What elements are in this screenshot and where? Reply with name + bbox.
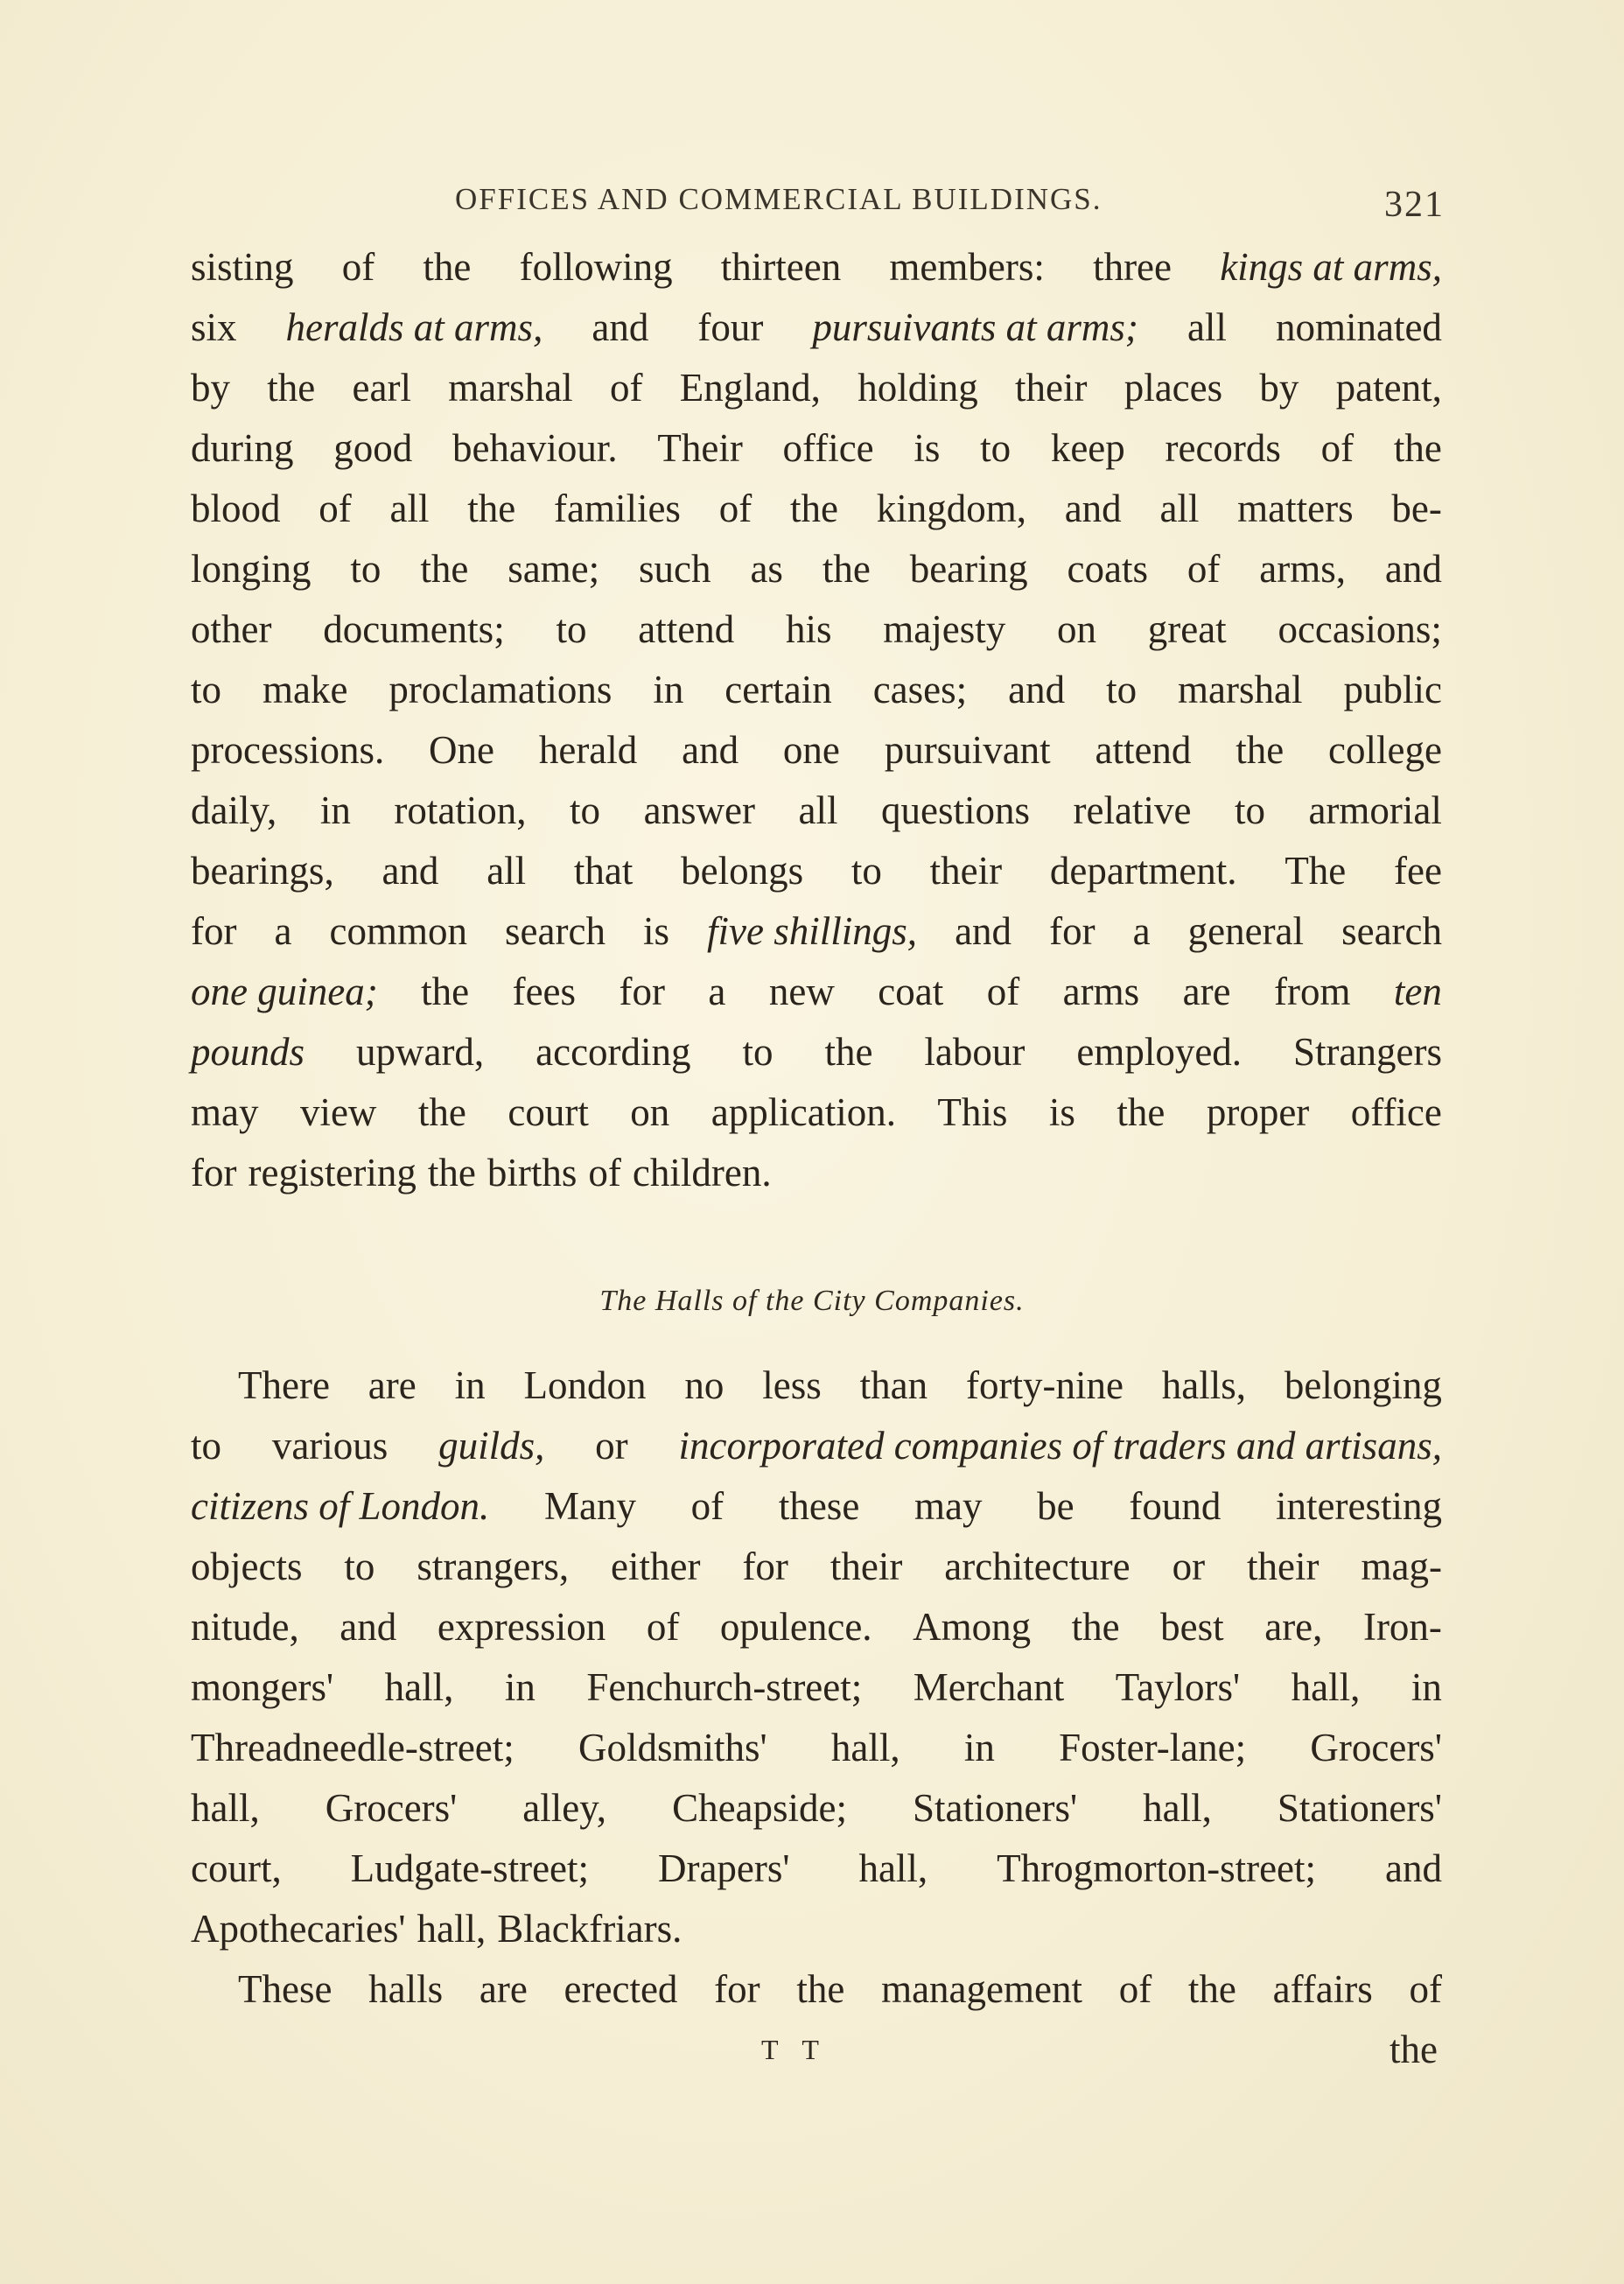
text-line [191,1476,1442,1537]
word: to [556,607,587,651]
word: nitude, [191,1605,299,1649]
text-line [191,298,1442,358]
word: of [690,1484,724,1528]
catchword: the [1390,2028,1438,2071]
word: and [682,728,739,772]
text-line [191,781,1442,841]
word: in [653,668,684,711]
word: These [238,1967,332,2011]
word: the [1116,1090,1166,1134]
word: families [553,487,681,530]
word: guilds, [438,1424,545,1468]
word: thirteen [720,245,842,289]
word: erected [564,1967,678,2011]
word: three [1093,245,1172,289]
word: may [191,1090,259,1134]
word: arms [1062,970,1140,1013]
word: Blackfriars. [497,1907,682,1951]
word: of [588,1151,621,1195]
word: registering [248,1151,416,1195]
word: pursuivant [884,728,1051,772]
word: the [267,366,316,410]
word: citizens of London. [191,1484,490,1528]
word: Fenchurch-street; [586,1665,863,1709]
word: answer [643,788,756,832]
word: management [881,1967,1082,2011]
word: and [382,849,439,893]
word: is [1048,1090,1075,1134]
word: forty-nine [965,1363,1124,1407]
word: Apothecaries' [191,1907,406,1951]
word: for [714,1967,760,2011]
word: to [980,426,1012,470]
word: hall, [1291,1665,1361,1709]
word: be [1037,1484,1074,1528]
word: certain [724,668,832,711]
word: search [505,909,606,953]
word: children. [632,1151,772,1195]
word: to [742,1030,774,1074]
word: in [454,1363,486,1407]
word: marshal [448,366,573,410]
word: pursuivants at arms; [812,305,1138,349]
word: four [697,305,764,349]
word: places [1124,366,1223,410]
word: This [937,1090,1008,1134]
word: and [1384,547,1442,591]
word: the [796,1967,845,2011]
word: their [830,1545,903,1588]
text-line [191,1839,1442,1899]
word: coats [1067,547,1148,591]
word: Cheapside; [672,1786,848,1830]
text-line [191,962,1442,1022]
word: hall, [384,1665,454,1709]
word: office [782,426,874,470]
text-line [191,1959,1442,2020]
word: their [1247,1545,1320,1588]
word: objects [191,1545,303,1588]
text-line [191,1537,1442,1597]
word: relative [1073,788,1192,832]
text-line [191,1899,1442,1959]
text-line [191,358,1442,418]
word: to [1234,788,1265,832]
word: documents; [323,607,505,651]
word: Strangers [1293,1030,1442,1074]
word: to [570,788,601,832]
word: earl [352,366,411,410]
running-head: OFFICES AND COMMERCIAL BUILDINGS. [455,182,1102,216]
word: on [630,1090,670,1134]
word: nominated [1275,305,1442,349]
word: strangers, [416,1545,570,1588]
paragraph-city-halls [191,1356,1442,2020]
word: the [427,1151,476,1195]
word: to [344,1545,375,1588]
word: Many [543,1484,636,1528]
signature-mark: T T [761,2034,828,2065]
word: employed. [1076,1030,1242,1074]
word: of [1118,1967,1152,2011]
word: Stationers' [913,1786,1078,1830]
word: six [191,305,237,349]
word: college [1328,728,1442,772]
word: by [1259,366,1299,410]
text-line [191,1597,1442,1657]
word: keep [1050,426,1125,470]
word: incorporated companies of traders and artisans, [678,1424,1442,1468]
word: according [536,1030,691,1074]
word: of [646,1605,680,1649]
word: coat [878,970,944,1013]
word: application. [710,1090,896,1134]
word: alley, [522,1786,607,1830]
word: ten [1393,970,1442,1013]
word: and [1384,1846,1442,1890]
word: cases; [872,668,968,711]
word: these [778,1484,860,1528]
word: herald [538,728,638,772]
word: hall, [1143,1786,1212,1830]
word: during [191,426,294,470]
word: public [1343,668,1442,711]
word: expression [437,1605,606,1649]
word: are [1182,970,1231,1013]
word: pounds [191,1030,305,1074]
word: no [684,1363,724,1407]
word: are [479,1967,528,2011]
word: for [1049,909,1096,953]
word: Goldsmiths' [578,1726,767,1769]
text-line [191,1657,1442,1718]
word: the [1236,728,1284,772]
word: the [789,487,838,530]
word: The [1284,849,1347,893]
word: Grocers' [1310,1726,1442,1769]
word: processions. [191,728,385,772]
word: sisting [191,245,294,289]
word: common [329,909,468,953]
word: architecture [944,1545,1130,1588]
word: a [274,909,292,953]
word: search [1341,909,1442,953]
word: one guinea; [191,970,378,1013]
word: marshal [1178,668,1303,711]
word: in [319,788,351,832]
word: department. [1049,849,1237,893]
word: to [191,668,222,711]
word: that [573,849,634,893]
word: in [1410,1665,1442,1709]
word: the [417,1090,466,1134]
word: of [341,245,375,289]
word: There [238,1363,330,1407]
text-line [191,720,1442,781]
text-line [191,1778,1442,1839]
word: a [708,970,726,1013]
word: holding [858,366,978,410]
word: Merchant [913,1665,1065,1709]
word: five shillings, [707,909,918,953]
word: or [595,1424,628,1468]
word: records [1165,426,1281,470]
word: hall, [858,1846,928,1890]
word: Throgmorton-street; [997,1846,1317,1890]
word: of [986,970,1020,1013]
word: of [318,487,352,530]
text-line [191,1718,1442,1778]
word: fee [1394,849,1442,893]
word: good [333,426,413,470]
word: to [191,1424,222,1468]
word: all [798,788,838,832]
word: heralds at arms, [285,305,543,349]
word: are, [1264,1605,1323,1649]
word: of [1320,426,1354,470]
word: attend [638,607,735,651]
word: hall, [191,1786,260,1830]
word: matters [1237,487,1354,530]
word: the [822,547,871,591]
word: bearing [909,547,1028,591]
word: the [1187,1967,1236,2011]
word: hall, [416,1907,486,1951]
word: attend [1095,728,1192,772]
word: rotation, [394,788,527,832]
word: all [1159,487,1200,530]
section-heading: The Halls of the City Companies. [599,1285,1025,1317]
word: one [782,728,840,772]
word: kingdom, [876,487,1026,530]
word: armorial [1308,788,1442,832]
text-line [191,1356,1442,1416]
word: upward, [355,1030,485,1074]
word: daily, [191,788,277,832]
word: Stationers' [1277,1786,1442,1830]
word: of [609,366,643,410]
word: fees [512,970,577,1013]
word: blood [191,487,281,530]
word: and [1064,487,1122,530]
word: proclamations [388,668,612,711]
word: Grocers' [325,1786,458,1830]
word: Iron- [1362,1605,1442,1649]
word: great [1147,607,1227,651]
text-line [191,599,1442,660]
word: less [762,1363,822,1407]
text-line [191,1022,1442,1082]
text-line [191,1143,1442,1203]
page-number: 321 [1384,185,1445,225]
word: halls [368,1967,444,2011]
word: questions [881,788,1031,832]
word: other [191,607,272,651]
word: from [1273,970,1351,1013]
word: London [523,1363,647,1407]
word: the [421,970,470,1013]
word: the [824,1030,873,1074]
word: Among [913,1605,1032,1649]
word: are [368,1363,416,1407]
word: kings at arms, [1220,245,1442,289]
word: either [611,1545,701,1588]
word: the [423,245,472,289]
word: on [1056,607,1096,651]
word: same; [508,547,600,591]
word: may [914,1484,983,1528]
word: to [850,849,882,893]
text-line [191,841,1442,901]
word: by [191,366,230,410]
word: interesting [1276,1484,1442,1528]
word: following [519,245,673,289]
word: occasions; [1278,607,1442,651]
word: is [643,909,670,953]
word: Threadneedle-street; [191,1726,514,1769]
word: arms, [1259,547,1347,591]
word: Taylors' [1115,1665,1241,1709]
word: bearings, [191,849,334,893]
text-line [191,1082,1442,1143]
word: for [191,1151,237,1195]
word: their [1014,366,1088,410]
word: the [1071,1605,1120,1649]
word: behaviour. [452,426,618,470]
word: in [963,1726,995,1769]
word: court, [191,1846,282,1890]
word: and [1008,668,1066,711]
word: halls, [1161,1363,1247,1407]
word: of [1186,547,1221,591]
word: to [350,547,382,591]
word: of [1409,1967,1442,2011]
paragraph-heralds-college [191,237,1442,1203]
word: general [1187,909,1305,953]
word: mag- [1361,1545,1442,1588]
word: his [785,607,832,651]
word: Their [657,426,743,470]
word: to [1106,668,1138,711]
word: court [508,1090,589,1134]
word: proper [1206,1090,1310,1134]
word: affairs [1272,1967,1373,2011]
word: is [914,426,941,470]
word: hall, [830,1726,900,1769]
word: found [1129,1484,1222,1528]
word: the [467,487,516,530]
word: new [768,970,835,1013]
word: as [750,547,783,591]
word: than [859,1363,928,1407]
word: of [718,487,752,530]
word: office [1350,1090,1442,1134]
word: various [271,1424,388,1468]
word: labour [924,1030,1026,1074]
word: mongers' [191,1665,334,1709]
word: such [639,547,711,591]
text-line [191,237,1442,298]
word: view [299,1090,377,1134]
word: births [486,1151,578,1195]
word: their [929,849,1003,893]
word: for [742,1545,788,1588]
word: for [619,970,665,1013]
word: be- [1391,487,1442,530]
word: for [191,909,237,953]
word: opulence. [719,1605,872,1649]
word: make [262,668,348,711]
word: the [1393,426,1442,470]
text-line [191,539,1442,599]
word: and [340,1605,397,1649]
word: or [1172,1545,1206,1588]
word: all [1186,305,1227,349]
word: in [504,1665,536,1709]
text-line [191,479,1442,539]
word: belongs [681,849,804,893]
word: majesty [883,607,1006,651]
text-line [191,418,1442,479]
word: Foster-lane; [1059,1726,1247,1769]
word: Ludgate-street; [350,1846,590,1890]
word: and [592,305,649,349]
text-line [191,660,1442,720]
word: patent, [1335,366,1442,410]
word: members: [889,245,1045,289]
word: One [429,728,495,772]
word: all [389,487,430,530]
word: England, [679,366,821,410]
word: all [486,849,527,893]
text-line [191,1416,1442,1476]
word: and [955,909,1012,953]
word: belonging [1284,1363,1442,1407]
word: the [420,547,469,591]
word: a [1132,909,1151,953]
word: longing [191,547,312,591]
word: Drapers' [657,1846,790,1890]
word: best [1160,1605,1224,1649]
text-line [191,901,1442,962]
